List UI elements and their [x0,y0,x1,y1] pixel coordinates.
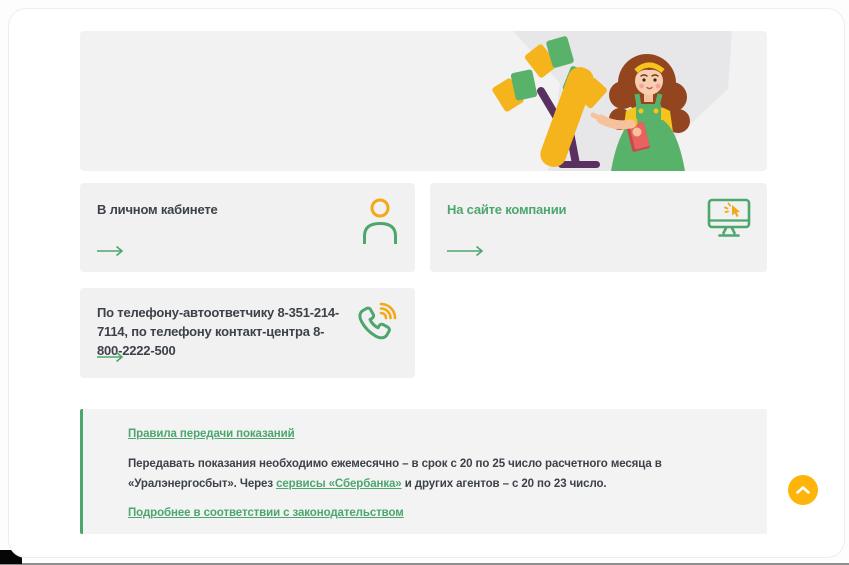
hero-banner [80,31,767,171]
rules-link[interactable]: Правила передачи показаний [128,428,295,440]
page-card [8,8,845,558]
phone-icon [353,301,399,350]
paragraph-text: и других агентов – с 20 по 23 число. [401,478,607,490]
chevron-up-icon [795,485,811,495]
paragraph-text: Передавать показания необходимо ежемесячно – в срок с 20 по 25 число расчетного месяца в «Уралэнергосбыт». Через [128,458,662,490]
readings-paragraph [128,454,717,494]
meter-readings-illustration [80,31,767,171]
law-details-link[interactable]: Подробнее в соответствии с законодательством [128,507,404,519]
arrow-icon[interactable] [97,245,124,257]
card-personal-account[interactable] [80,183,415,272]
card-title: На сайте компании [447,202,567,217]
card-phone[interactable] [80,288,415,378]
arrow-icon[interactable] [97,351,124,363]
arrow-icon[interactable] [447,245,484,257]
card-company-site[interactable] [430,183,767,272]
card-title: В личном кабинете [97,202,218,217]
sberbank-services-link[interactable]: сервисы «Сбербанка» [276,478,402,490]
card-title: По телефону-автоответчику 8-351-214-7114, по телефону контакт-центра 8-800-2222-500 [97,305,340,358]
info-panel [80,409,767,534]
scroll-top-button[interactable] [788,475,818,505]
user-icon [361,198,399,249]
monitor-click-icon [707,198,751,243]
